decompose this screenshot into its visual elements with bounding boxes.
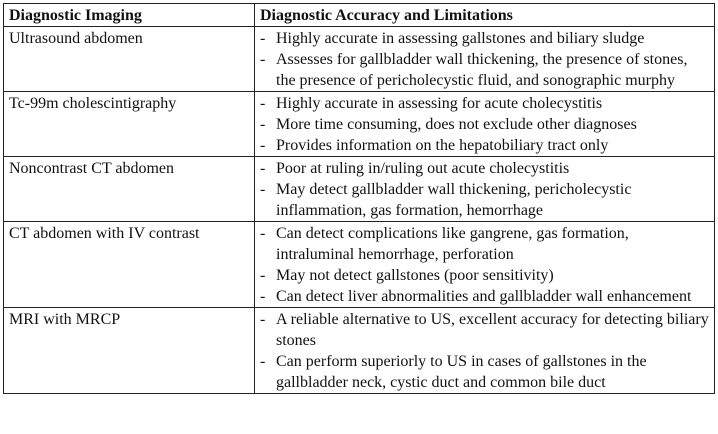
list-item [260, 135, 709, 156]
dash-bullet: - [260, 51, 266, 68]
list-item [260, 286, 709, 307]
findings-cell [255, 92, 715, 157]
findings-cell [255, 157, 715, 222]
modality-cell: Ultrasound abdomen [4, 27, 255, 92]
list-item [260, 93, 709, 114]
list-item [260, 309, 709, 351]
dash-bullet: - [260, 225, 266, 242]
list-item-text: Highly accurate in assessing gallstones and biliary sludge [276, 30, 645, 47]
dash-bullet: - [260, 137, 266, 154]
findings-cell [255, 222, 715, 308]
dash-bullet: - [260, 288, 266, 305]
header-accuracy-limitations: Diagnostic Accuracy and Limitations [255, 4, 715, 27]
table-row [4, 222, 715, 308]
imaging-table [3, 3, 715, 394]
dash-bullet: - [260, 95, 266, 112]
list-item-text: Highly accurate in assessing for acute cholecystitis [276, 95, 603, 112]
header-diagnostic-imaging: Diagnostic Imaging [4, 4, 255, 27]
list-item-text: Assesses for gallbladder wall thickening, the presence of stones, the presence of pericholecystic fluid, and sonographic murphy [276, 51, 688, 89]
list-item [260, 351, 709, 393]
list-item [260, 28, 709, 49]
list-item [260, 223, 709, 265]
list-item [260, 49, 709, 91]
dash-bullet: - [260, 116, 266, 133]
header-row [4, 4, 715, 27]
dash-bullet: - [260, 181, 266, 198]
modality-cell: CT abdomen with IV contrast [4, 222, 255, 308]
list-item-text: Can detect complications like gangrene, gas formation, intraluminal hemorrhage, perforation [276, 225, 629, 263]
list-item [260, 179, 709, 221]
findings-cell [255, 308, 715, 394]
list-item-text: Poor at ruling in/ruling out acute cholecystitis [276, 160, 570, 177]
list-item [260, 114, 709, 135]
list-item [260, 265, 709, 286]
table-row [4, 92, 715, 157]
table-row [4, 27, 715, 92]
dash-bullet: - [260, 30, 266, 47]
list-item [260, 158, 709, 179]
dash-bullet: - [260, 160, 266, 177]
list-item-text: Provides information on the hepatobiliary tract only [276, 137, 609, 154]
list-item-text: A reliable alternative to US, excellent accuracy for detecting biliary stones [276, 311, 709, 349]
table-row [4, 157, 715, 222]
list-item-text: May detect gallbladder wall thickening, pericholecystic inflammation, gas formation, hemorrhage [276, 181, 632, 219]
modality-cell: Tc-99m cholescintigraphy [4, 92, 255, 157]
dash-bullet: - [260, 353, 266, 370]
dash-bullet: - [260, 267, 266, 284]
list-item-text: More time consuming, does not exclude other diagnoses [276, 116, 637, 133]
modality-cell: Noncontrast CT abdomen [4, 157, 255, 222]
findings-cell [255, 27, 715, 92]
modality-cell: MRI with MRCP [4, 308, 255, 394]
table-row [4, 308, 715, 394]
list-item-text: May not detect gallstones (poor sensitivity) [276, 267, 554, 284]
dash-bullet: - [260, 311, 266, 328]
list-item-text: Can detect liver abnormalities and gallbladder wall enhancement [276, 288, 692, 305]
list-item-text: Can perform superiorly to US in cases of gallstones in the gallbladder neck, cystic duct and common bile duct [276, 353, 647, 391]
